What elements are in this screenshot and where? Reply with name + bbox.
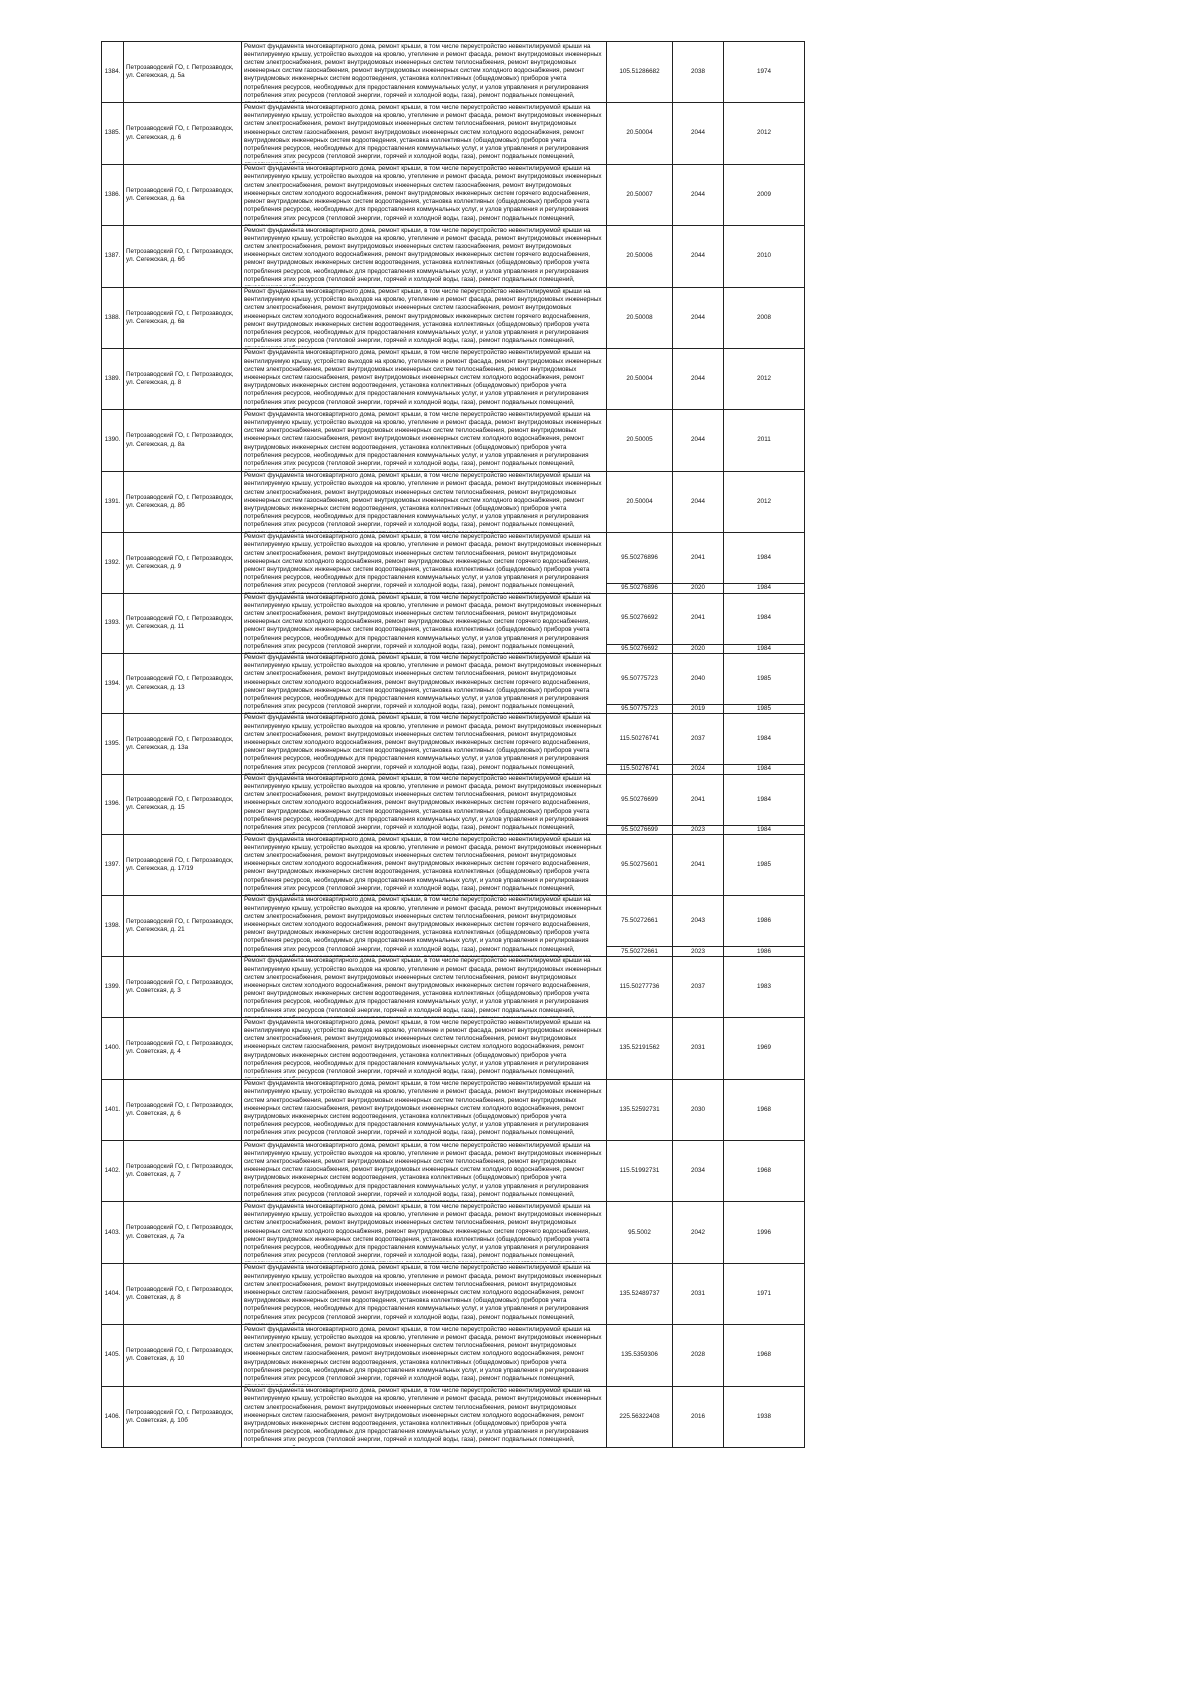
build-year: 2008 [724, 287, 805, 348]
cost-value: 135.52191562 [607, 1018, 673, 1079]
planned-year: 2041 [673, 835, 724, 896]
build-year: 1969 [724, 1018, 805, 1079]
cost-value: 135.52592731 [607, 1079, 673, 1140]
work-description: Ремонт фундамента многоквартирного дома, ремонт крыши, в том числе переустройство невентилируемой крыши на вентилируемую крышу, устройство выходов на кровлю, утепление и ремонт фасада, ремонт внутридомовых инженерных систем электроснабжения, ремонт внутридомовых инженерных систем теплоснабжения, ремонт внутридомовых инженерных систем холодного водоснабжения, ремонт внутридомовых инженерных систем горячего водоснабжения, ремонт внутридомовых инженерных систем водоотведения, установка коллективных (общедомовых) приборов учета потребления ресурсов, необходимых для предоставления коммунальных услуг, и узлов управления и регулирования потребления этих ресурсов (тепловой энергии, горячей и холодной воды, газа), ремонт подвальных помещений, [244, 896, 602, 953]
cost-value: 20.50004 [607, 471, 673, 532]
work-description: Ремонт фундамента многоквартирного дома, ремонт крыши, в том числе переустройство невентилируемой крыши на вентилируемую крышу, устройство выходов на кровлю, утепление и ремонт фасада, ремонт внутридомовых инженерных систем электроснабжения, ремонт внутридомовых инженерных систем теплоснабжения, ремонт внутридомовых инженерных систем газоснабжения, ремонт внутридомовых инженерных систем холодного водоснабжения, ремонт внутридомовых инженерных систем водоотведения, установка коллективных (общедомовых) приборов учета потребления ресурсов, необходимых для предоставления коммунальных услуг, и узлов управления и регулирования потребления этих ресурсов (тепловой энергии, горячей и холодной воды, газа), ремонт подвальных помещений, [244, 1264, 602, 1321]
work-description-cell [242, 1263, 607, 1324]
cost-value: 115.50276741 [607, 765, 673, 774]
planned-year: 2030 [673, 1079, 724, 1140]
cost-value: 95.50275601 [607, 835, 673, 896]
work-description: Ремонт фундамента многоквартирного дома, ремонт крыши, в том числе переустройство невентилируемой крыши на вентилируемую крышу, устройство выходов на кровлю, утепление и ремонт фасада, ремонт внутридомовых инженерных систем электроснабжения, ремонт внутридомовых инженерных систем теплоснабжения, ремонт внутридомовых инженерных систем холодного водоснабжения, ремонт внутридомовых инженерных систем горячего водоснабжения, ремонт внутридомовых инженерных систем водоотведения, установка коллективных (общедомовых) приборов учета потребления ресурсов, необходимых для предоставления коммунальных услуг, и узлов управления и регулирования потребления этих ресурсов (тепловой энергии, горячей и холодной воды, газа), ремонт подвальных помещений, [244, 653, 602, 711]
planned-year: 2038 [673, 42, 724, 103]
row-number: 1401. [102, 1079, 124, 1140]
address-cell: Петрозаводский ГО, г. Петрозаводск, ул. Сегежская, д. 13а [124, 714, 242, 774]
planned-year: 2044 [673, 471, 724, 532]
work-description: Ремонт фундамента многоквартирного дома, ремонт крыши, в том числе переустройство невентилируемой крыши на вентилируемую крышу, устройство выходов на кровлю, утепление и ремонт фасада, ремонт внутридомовых инженерных систем электроснабжения, ремонт внутридомовых инженерных систем теплоснабжения, ремонт внутридомовых инженерных систем холодного водоснабжения, ремонт внутридомовых инженерных систем горячего водоснабжения, ремонт внутридомовых инженерных систем водоотведения, установка коллективных (общедомовых) приборов учета потребления ресурсов, необходимых для предоставления коммунальных услуг, и узлов управления и регулирования потребления этих ресурсов (тепловой энергии, горячей и холодной воды, газа), ремонт подвальных помещений, [244, 1202, 602, 1260]
work-description-cell [242, 774, 607, 834]
cost-value: 20.50006 [607, 226, 673, 287]
cost-value: 95.50276896 [607, 584, 673, 593]
cost-value: 115.51992731 [607, 1141, 673, 1202]
build-year: 1984 [724, 644, 805, 653]
cost-value: 115.50276741 [607, 714, 673, 765]
address-cell: Петрозаводский ГО, г. Петрозаводск, ул. Сегежская, д. 6а [124, 164, 242, 225]
table-row [102, 226, 805, 287]
build-year: 1968 [724, 1079, 805, 1140]
build-year: 2011 [724, 410, 805, 471]
cost-value: 135.52489737 [607, 1263, 673, 1324]
cost-value: 95.50775723 [607, 704, 673, 713]
planned-year: 2020 [673, 644, 724, 653]
row-number: 1398. [102, 896, 124, 956]
planned-year: 2019 [673, 704, 724, 713]
table-row [102, 714, 805, 765]
cost-value: 225.56322408 [607, 1386, 673, 1447]
table-row [102, 1141, 805, 1202]
work-description: Ремонт фундамента многоквартирного дома, ремонт крыши, в том числе переустройство невентилируемой крыши на вентилируемую крышу, устройство выходов на кровлю, утепление и ремонт фасада, ремонт внутридомовых инженерных систем электроснабжения, ремонт внутридомовых инженерных систем теплоснабжения, ремонт внутридомовых инженерных систем холодного водоснабжения, ремонт внутридомовых инженерных систем горячего водоснабжения, ремонт внутридомовых инженерных систем водоотведения, установка коллективных (общедомовых) приборов учета потребления ресурсов, необходимых для предоставления коммунальных услуг, и узлов управления и регулирования потребления этих ресурсов (тепловой энергии, горячей и холодной воды, газа), ремонт подвальных помещений, [244, 593, 602, 650]
work-description-cell [242, 896, 607, 956]
address-cell: Петрозаводский ГО, г. Петрозаводск, ул. Сегежская, д. 6б [124, 226, 242, 287]
build-year: 1984 [724, 593, 805, 644]
cost-value: 95.50276896 [607, 533, 673, 584]
planned-year: 2028 [673, 1325, 724, 1386]
table-row [102, 1018, 805, 1079]
planned-year: 2044 [673, 410, 724, 471]
build-year: 1983 [724, 956, 805, 1017]
row-number: 1388. [102, 287, 124, 348]
address-cell: Петрозаводский ГО, г. Петрозаводск, ул. Сегежская, д. 8б [124, 471, 242, 532]
work-description-cell [242, 714, 607, 774]
planned-year: 2023 [673, 825, 724, 834]
address-cell: Петрозаводский ГО, г. Петрозаводск, ул. Советская, д. 7а [124, 1202, 242, 1263]
work-description-cell [242, 226, 607, 287]
work-description-cell [242, 42, 607, 103]
work-description: Ремонт фундамента многоквартирного дома, ремонт крыши, в том числе переустройство невентилируемой крыши на вентилируемую крышу, устройство выходов на кровлю, утепление и ремонт фасада, ремонт внутридомовых инженерных систем электроснабжения, ремонт внутридомовых инженерных систем теплоснабжения, ремонт внутридомовых инженерных систем газоснабжения, ремонт внутридомовых инженерных систем холодного водоснабжения, ремонт внутридомовых инженерных систем водоотведения, установка коллективных (общедомовых) приборов учета потребления ресурсов, необходимых для предоставления коммунальных услуг, и узлов управления и регулирования потребления этих ресурсов (тепловой энергии, горячей и холодной воды, газа), ремонт подвальных помещений, [244, 1387, 602, 1444]
work-description: Ремонт фундамента многоквартирного дома, ремонт крыши, в том числе переустройство невентилируемой крыши на вентилируемую крышу, устройство выходов на кровлю, утепление и ремонт фасада, ремонт внутридомовых инженерных систем электроснабжения, ремонт внутридомовых инженерных систем газоснабжения, ремонт внутридомовых инженерных систем холодного водоснабжения, ремонт внутридомовых инженерных систем горячего водоснабжения, ремонт внутридомовых инженерных систем водоотведения, установка коллективных (общедомовых) приборов учета потребления ресурсов, необходимых для предоставления коммунальных услуг, и узлов управления и регулирования потребления этих ресурсов (тепловой энергии, горячей и холодной воды, газа), ремонт подвальных помещений, [244, 288, 602, 345]
planned-year: 2031 [673, 1018, 724, 1079]
table-row [102, 410, 805, 471]
work-description: Ремонт фундамента многоквартирного дома, ремонт крыши, в том числе переустройство невентилируемой крыши на вентилируемую крышу, устройство выходов на кровлю, утепление и ремонт фасада, ремонт внутридомовых инженерных систем электроснабжения, ремонт внутридомовых инженерных систем теплоснабжения, ремонт внутридомовых инженерных систем газоснабжения, ремонт внутридомовых инженерных систем холодного водоснабжения, ремонт внутридомовых инженерных систем водоотведения, установка коллективных (общедомовых) приборов учета потребления ресурсов, необходимых для предоставления коммунальных услуг, и узлов управления и регулирования потребления этих ресурсов (тепловой энергии, горячей и холодной воды, газа), ремонт подвальных помещений, [244, 349, 602, 406]
planned-year: 2044 [673, 287, 724, 348]
work-description-cell [242, 1018, 607, 1079]
work-description-cell [242, 653, 607, 713]
planned-year: 2041 [673, 533, 724, 584]
cost-value: 75.50272661 [607, 896, 673, 947]
table-row [102, 1079, 805, 1140]
address-cell: Петрозаводский ГО, г. Петрозаводск, ул. Советская, д. 7 [124, 1141, 242, 1202]
cost-value: 115.50277736 [607, 956, 673, 1017]
work-description: Ремонт фундамента многоквартирного дома, ремонт крыши, в том числе переустройство невентилируемой крыши на вентилируемую крышу, устройство выходов на кровлю, утепление и ремонт фасада, ремонт внутридомовых инженерных систем электроснабжения, ремонт внутридомовых инженерных систем газоснабжения, ремонт внутридомовых инженерных систем холодного водоснабжения, ремонт внутридомовых инженерных систем горячего водоснабжения, ремонт внутридомовых инженерных систем водоотведения, установка коллективных (общедомовых) приборов учета потребления ресурсов, необходимых для предоставления коммунальных услуг, и узлов управления и регулирования потребления этих ресурсов (тепловой энергии, горячей и холодной воды, газа), ремонт подвальных помещений, [244, 226, 602, 283]
work-description: Ремонт фундамента многоквартирного дома, ремонт крыши, в том числе переустройство невентилируемой крыши на вентилируемую крышу, устройство выходов на кровлю, утепление и ремонт фасада, ремонт внутридомовых инженерных систем электроснабжения, ремонт внутридомовых инженерных систем теплоснабжения, ремонт внутридомовых инженерных систем газоснабжения, ремонт внутридомовых инженерных систем холодного водоснабжения, ремонт внутридомовых инженерных систем водоотведения, установка коллективных (общедомовых) приборов учета потребления ресурсов, необходимых для предоставления коммунальных услуг, и узлов управления и регулирования потребления этих ресурсов (тепловой энергии, горячей и холодной воды, газа), ремонт подвальных помещений, [244, 1141, 602, 1198]
cost-value: 20.50007 [607, 164, 673, 225]
table-row [102, 1202, 805, 1263]
build-year: 2012 [724, 103, 805, 164]
address-cell: Петрозаводский ГО, г. Петрозаводск, ул. Сегежская, д. 13 [124, 653, 242, 713]
work-description-cell [242, 1202, 607, 1263]
row-number: 1406. [102, 1386, 124, 1447]
table-row [102, 164, 805, 225]
planned-year: 2044 [673, 348, 724, 409]
planned-year: 2040 [673, 653, 724, 704]
row-number: 1399. [102, 956, 124, 1017]
address-cell: Петрозаводский ГО, г. Петрозаводск, ул. Сегежская, д. 8а [124, 410, 242, 471]
planned-year: 2034 [673, 1141, 724, 1202]
cost-value: 95.50276692 [607, 644, 673, 653]
cost-value: 95.50276692 [607, 593, 673, 644]
planned-year: 2043 [673, 896, 724, 947]
table-row [102, 533, 805, 584]
work-description-cell [242, 533, 607, 593]
cost-value: 95.50775723 [607, 653, 673, 704]
row-number: 1395. [102, 714, 124, 774]
table-row [102, 896, 805, 947]
address-cell: Петрозаводский ГО, г. Петрозаводск, ул. Сегежская, д. 6в [124, 287, 242, 348]
work-description: Ремонт фундамента многоквартирного дома, ремонт крыши, в том числе переустройство невентилируемой крыши на вентилируемую крышу, устройство выходов на кровлю, утепление и ремонт фасада, ремонт внутридомовых инженерных систем электроснабжения, ремонт внутридомовых инженерных систем теплоснабжения, ремонт внутридомовых инженерных систем холодного водоснабжения, ремонт внутридомовых инженерных систем горячего водоснабжения, ремонт внутридомовых инженерных систем водоотведения, установка коллективных (общедомовых) приборов учета потребления ресурсов, необходимых для предоставления коммунальных услуг, и узлов управления и регулирования потребления этих ресурсов (тепловой энергии, горячей и холодной воды, газа), ремонт подвальных помещений, [244, 957, 602, 1014]
address-cell: Петрозаводский ГО, г. Петрозаводск, ул. Советская, д. 3 [124, 956, 242, 1017]
planned-year: 2042 [673, 1202, 724, 1263]
work-description-cell [242, 956, 607, 1017]
work-description: Ремонт фундамента многоквартирного дома, ремонт крыши, в том числе переустройство невентилируемой крыши на вентилируемую крышу, устройство выходов на кровлю, утепление и ремонт фасада, ремонт внутридомовых инженерных систем электроснабжения, ремонт внутридомовых инженерных систем теплоснабжения, ремонт внутридомовых инженерных систем газоснабжения, ремонт внутридомовых инженерных систем холодного водоснабжения, ремонт внутридомовых инженерных систем водоотведения, установка коллективных (общедомовых) приборов учета потребления ресурсов, необходимых для предоставления коммунальных услуг, и узлов управления и регулирования потребления этих ресурсов (тепловой энергии, горячей и холодной воды, газа), ремонт подвальных помещений, [244, 1080, 602, 1137]
row-number: 1387. [102, 226, 124, 287]
address-cell: Петрозаводский ГО, г. Петрозаводск, ул. Сегежская, д. 8 [124, 348, 242, 409]
table-row [102, 1325, 805, 1386]
planned-year: 2020 [673, 584, 724, 593]
planned-year: 2031 [673, 1263, 724, 1324]
cost-value: 95.5002 [607, 1202, 673, 1263]
work-description-cell [242, 593, 607, 653]
work-description: Ремонт фундамента многоквартирного дома, ремонт крыши, в том числе переустройство невентилируемой крыши на вентилируемую крышу, устройство выходов на кровлю, утепление и ремонт фасада, ремонт внутридомовых инженерных систем электроснабжения, ремонт внутридомовых инженерных систем теплоснабжения, ремонт внутридомовых инженерных систем газоснабжения, ремонт внутридомовых инженерных систем холодного водоснабжения, ремонт внутридомовых инженерных систем водоотведения, установка коллективных (общедомовых) приборов учета потребления ресурсов, необходимых для предоставления коммунальных услуг, и узлов управления и регулирования потребления этих ресурсов (тепловой энергии, горячей и холодной воды, газа), ремонт подвальных помещений, [244, 1018, 602, 1075]
cost-value: 105.51286682 [607, 42, 673, 103]
cost-value: 95.50276699 [607, 774, 673, 825]
row-number: 1384. [102, 42, 124, 103]
table-body [102, 42, 805, 1448]
work-description: Ремонт фундамента многоквартирного дома, ремонт крыши, в том числе переустройство невентилируемой крыши на вентилируемую крышу, устройство выходов на кровлю, утепление и ремонт фасада, ремонт внутридомовых инженерных систем электроснабжения, ремонт внутридомовых инженерных систем теплоснабжения, ремонт внутридомовых инженерных систем холодного водоснабжения, ремонт внутридомовых инженерных систем горячего водоснабжения, ремонт внутридомовых инженерных систем водоотведения, установка коллективных (общедомовых) приборов учета потребления ресурсов, необходимых для предоставления коммунальных услуг, и узлов управления и регулирования потребления этих ресурсов (тепловой энергии, горячей и холодной воды, газа), ремонт подвальных помещений, [244, 835, 602, 892]
work-description: Ремонт фундамента многоквартирного дома, ремонт крыши, в том числе переустройство невентилируемой крыши на вентилируемую крышу, устройство выходов на кровлю, утепление и ремонт фасада, ремонт внутридомовых инженерных систем электроснабжения, ремонт внутридомовых инженерных систем теплоснабжения, ремонт внутридомовых инженерных систем холодного водоснабжения, ремонт внутридомовых инженерных систем горячего водоснабжения, ремонт внутридомовых инженерных систем водоотведения, установка коллективных (общедомовых) приборов учета потребления ресурсов, необходимых для предоставления коммунальных услуг, и узлов управления и регулирования потребления этих ресурсов (тепловой энергии, горячей и холодной воды, газа), ремонт подвальных помещений, [244, 774, 602, 831]
row-number: 1391. [102, 471, 124, 532]
build-year: 1938 [724, 1386, 805, 1447]
planned-year: 2044 [673, 103, 724, 164]
row-number: 1390. [102, 410, 124, 471]
build-year: 2012 [724, 348, 805, 409]
build-year: 1985 [724, 704, 805, 713]
build-year: 1968 [724, 1141, 805, 1202]
planned-year: 2041 [673, 593, 724, 644]
build-year: 1985 [724, 835, 805, 896]
planned-year: 2024 [673, 765, 724, 774]
row-number: 1389. [102, 348, 124, 409]
work-description: Ремонт фундамента многоквартирного дома, ремонт крыши, в том числе переустройство невентилируемой крыши на вентилируемую крышу, устройство выходов на кровлю, утепление и ремонт фасада, ремонт внутридомовых инженерных систем электроснабжения, ремонт внутридомовых инженерных систем теплоснабжения, ремонт внутридомовых инженерных систем газоснабжения, ремонт внутридомовых инженерных систем холодного водоснабжения, ремонт внутридомовых инженерных систем водоотведения, установка коллективных (общедомовых) приборов учета потребления ресурсов, необходимых для предоставления коммунальных услуг, и узлов управления и регулирования потребления этих ресурсов (тепловой энергии, горячей и холодной воды, газа), ремонт подвальных помещений, [244, 472, 602, 529]
build-year: 1984 [724, 714, 805, 765]
address-cell: Петрозаводский ГО, г. Петрозаводск, ул. Сегежская, д. 11 [124, 593, 242, 653]
cost-value: 20.50005 [607, 410, 673, 471]
work-description-cell [242, 164, 607, 225]
build-year: 1984 [724, 584, 805, 593]
planned-year: 2037 [673, 956, 724, 1017]
planned-year: 2016 [673, 1386, 724, 1447]
address-cell: Петрозаводский ГО, г. Петрозаводск, ул. Сегежская, д. 15 [124, 774, 242, 834]
planned-year: 2041 [673, 774, 724, 825]
table-row [102, 42, 805, 103]
row-number: 1404. [102, 1263, 124, 1324]
table-row [102, 348, 805, 409]
row-number: 1396. [102, 774, 124, 834]
address-cell: Петрозаводский ГО, г. Петрозаводск, ул. Советская, д. 8 [124, 1263, 242, 1324]
table-row [102, 103, 805, 164]
row-number: 1397. [102, 835, 124, 896]
work-description-cell [242, 410, 607, 471]
work-description-cell [242, 287, 607, 348]
build-year: 2012 [724, 471, 805, 532]
row-number: 1402. [102, 1141, 124, 1202]
address-cell: Петрозаводский ГО, г. Петрозаводск, ул. Сегежская, д. 21 [124, 896, 242, 956]
build-year: 1974 [724, 42, 805, 103]
work-description-cell [242, 103, 607, 164]
table-row [102, 774, 805, 825]
work-description: Ремонт фундамента многоквартирного дома, ремонт крыши, в том числе переустройство невентилируемой крыши на вентилируемую крышу, устройство выходов на кровлю, утепление и ремонт фасада, ремонт внутридомовых инженерных систем электроснабжения, ремонт внутридомовых инженерных систем газоснабжения, ремонт внутридомовых инженерных систем холодного водоснабжения, ремонт внутридомовых инженерных систем горячего водоснабжения, ремонт внутридомовых инженерных систем водоотведения, установка коллективных (общедомовых) приборов учета потребления ресурсов, необходимых для предоставления коммунальных услуг, и узлов управления и регулирования потребления этих ресурсов (тепловой энергии, горячей и холодной воды, газа), ремонт подвальных помещений, [244, 165, 602, 222]
table-row [102, 287, 805, 348]
work-description: Ремонт фундамента многоквартирного дома, ремонт крыши, в том числе переустройство невентилируемой крыши на вентилируемую крышу, устройство выходов на кровлю, утепление и ремонт фасада, ремонт внутридомовых инженерных систем электроснабжения, ремонт внутридомовых инженерных систем теплоснабжения, ремонт внутридомовых инженерных систем холодного водоснабжения, ремонт внутридомовых инженерных систем горячего водоснабжения, ремонт внутридомовых инженерных систем водоотведения, установка коллективных (общедомовых) приборов учета потребления ресурсов, необходимых для предоставления коммунальных услуг, и узлов управления и регулирования потребления этих ресурсов (тепловой энергии, горячей и холодной воды, газа), ремонт подвальных помещений, [244, 533, 602, 590]
table-row [102, 653, 805, 704]
capital-repair-table [101, 41, 805, 1448]
build-year: 1986 [724, 947, 805, 956]
build-year: 1971 [724, 1263, 805, 1324]
table-row [102, 1386, 805, 1447]
work-description: Ремонт фундамента многоквартирного дома, ремонт крыши, в том числе переустройство невентилируемой крыши на вентилируемую крышу, устройство выходов на кровлю, утепление и ремонт фасада, ремонт внутридомовых инженерных систем электроснабжения, ремонт внутридомовых инженерных систем теплоснабжения, ремонт внутридомовых инженерных систем газоснабжения, ремонт внутридомовых инженерных систем холодного водоснабжения, ремонт внутридомовых инженерных систем водоотведения, установка коллективных (общедомовых) приборов учета потребления ресурсов, необходимых для предоставления коммунальных услуг, и узлов управления и регулирования потребления этих ресурсов (тепловой энергии, горячей и холодной воды, газа), ремонт подвальных помещений, [244, 42, 602, 99]
table-row [102, 956, 805, 1017]
build-year: 1984 [724, 765, 805, 774]
build-year: 2010 [724, 226, 805, 287]
work-description: Ремонт фундамента многоквартирного дома, ремонт крыши, в том числе переустройство невентилируемой крыши на вентилируемую крышу, устройство выходов на кровлю, утепление и ремонт фасада, ремонт внутридомовых инженерных систем электроснабжения, ремонт внутридомовых инженерных систем теплоснабжения, ремонт внутридомовых инженерных систем газоснабжения, ремонт внутридомовых инженерных систем холодного водоснабжения, ремонт внутридомовых инженерных систем водоотведения, установка коллективных (общедомовых) приборов учета потребления ресурсов, необходимых для предоставления коммунальных услуг, и узлов управления и регулирования потребления этих ресурсов (тепловой энергии, горячей и холодной воды, газа), ремонт подвальных помещений, [244, 1325, 602, 1382]
cost-value: 135.5359306 [607, 1325, 673, 1386]
work-description-cell [242, 1325, 607, 1386]
row-number: 1400. [102, 1018, 124, 1079]
work-description-cell [242, 471, 607, 532]
table-row [102, 835, 805, 896]
row-number: 1392. [102, 533, 124, 593]
row-number: 1403. [102, 1202, 124, 1263]
work-description-cell [242, 348, 607, 409]
planned-year: 2044 [673, 226, 724, 287]
cost-value: 20.50004 [607, 348, 673, 409]
build-year: 1984 [724, 825, 805, 834]
address-cell: Петрозаводский ГО, г. Петрозаводск, ул. Советская, д. 4 [124, 1018, 242, 1079]
build-year: 1996 [724, 1202, 805, 1263]
work-description-cell [242, 835, 607, 896]
work-description-cell [242, 1141, 607, 1202]
build-year: 1984 [724, 774, 805, 825]
cost-value: 20.50004 [607, 103, 673, 164]
planned-year: 2037 [673, 714, 724, 765]
row-number: 1386. [102, 164, 124, 225]
cost-value: 75.50272661 [607, 947, 673, 956]
planned-year: 2023 [673, 947, 724, 956]
row-number: 1394. [102, 653, 124, 713]
work-description: Ремонт фундамента многоквартирного дома, ремонт крыши, в том числе переустройство невентилируемой крыши на вентилируемую крышу, устройство выходов на кровлю, утепление и ремонт фасада, ремонт внутридомовых инженерных систем электроснабжения, ремонт внутридомовых инженерных систем теплоснабжения, ремонт внутридомовых инженерных систем газоснабжения, ремонт внутридомовых инженерных систем холодного водоснабжения, ремонт внутридомовых инженерных систем водоотведения, установка коллективных (общедомовых) приборов учета потребления ресурсов, необходимых для предоставления коммунальных услуг, и узлов управления и регулирования потребления этих ресурсов (тепловой энергии, горячей и холодной воды, газа), ремонт подвальных помещений, [244, 103, 602, 161]
address-cell: Петрозаводский ГО, г. Петрозаводск, ул. Советская, д. 10б [124, 1386, 242, 1447]
address-cell: Петрозаводский ГО, г. Петрозаводск, ул. Советская, д. 10 [124, 1325, 242, 1386]
address-cell: Петрозаводский ГО, г. Петрозаводск, ул. Советская, д. 6 [124, 1079, 242, 1140]
work-description-cell [242, 1386, 607, 1447]
row-number: 1405. [102, 1325, 124, 1386]
build-year: 1986 [724, 896, 805, 947]
address-cell: Петрозаводский ГО, г. Петрозаводск, ул. Сегежская, д. 5а [124, 42, 242, 103]
planned-year: 2044 [673, 164, 724, 225]
address-cell: Петрозаводский ГО, г. Петрозаводск, ул. Сегежская, д. 17/19 [124, 835, 242, 896]
row-number: 1385. [102, 103, 124, 164]
address-cell: Петрозаводский ГО, г. Петрозаводск, ул. Сегежская, д. 9 [124, 533, 242, 593]
table-row [102, 1263, 805, 1324]
cost-value: 95.50276699 [607, 825, 673, 834]
build-year: 1985 [724, 653, 805, 704]
table-row [102, 471, 805, 532]
work-description-cell [242, 1079, 607, 1140]
build-year: 2009 [724, 164, 805, 225]
cost-value: 20.50008 [607, 287, 673, 348]
work-description: Ремонт фундамента многоквартирного дома, ремонт крыши, в том числе переустройство невентилируемой крыши на вентилируемую крышу, устройство выходов на кровлю, утепление и ремонт фасада, ремонт внутридомовых инженерных систем электроснабжения, ремонт внутридомовых инженерных систем теплоснабжения, ремонт внутридомовых инженерных систем газоснабжения, ремонт внутридомовых инженерных систем холодного водоснабжения, ремонт внутридомовых инженерных систем водоотведения, установка коллективных (общедомовых) приборов учета потребления ресурсов, необходимых для предоставления коммунальных услуг, и узлов управления и регулирования потребления этих ресурсов (тепловой энергии, горячей и холодной воды, газа), ремонт подвальных помещений, [244, 410, 602, 468]
build-year: 1968 [724, 1325, 805, 1386]
build-year: 1984 [724, 533, 805, 584]
table-row [102, 593, 805, 644]
address-cell: Петрозаводский ГО, г. Петрозаводск, ул. Сегежская, д. 6 [124, 103, 242, 164]
row-number: 1393. [102, 593, 124, 653]
work-description: Ремонт фундамента многоквартирного дома, ремонт крыши, в том числе переустройство невентилируемой крыши на вентилируемую крышу, устройство выходов на кровлю, утепление и ремонт фасада, ремонт внутридомовых инженерных систем электроснабжения, ремонт внутридомовых инженерных систем теплоснабжения, ремонт внутридомовых инженерных систем холодного водоснабжения, ремонт внутридомовых инженерных систем горячего водоснабжения, ремонт внутридомовых инженерных систем водоотведения, установка коллективных (общедомовых) приборов учета потребления ресурсов, необходимых для предоставления коммунальных услуг, и узлов управления и регулирования потребления этих ресурсов (тепловой энергии, горячей и холодной воды, газа), ремонт подвальных помещений, [244, 714, 602, 771]
